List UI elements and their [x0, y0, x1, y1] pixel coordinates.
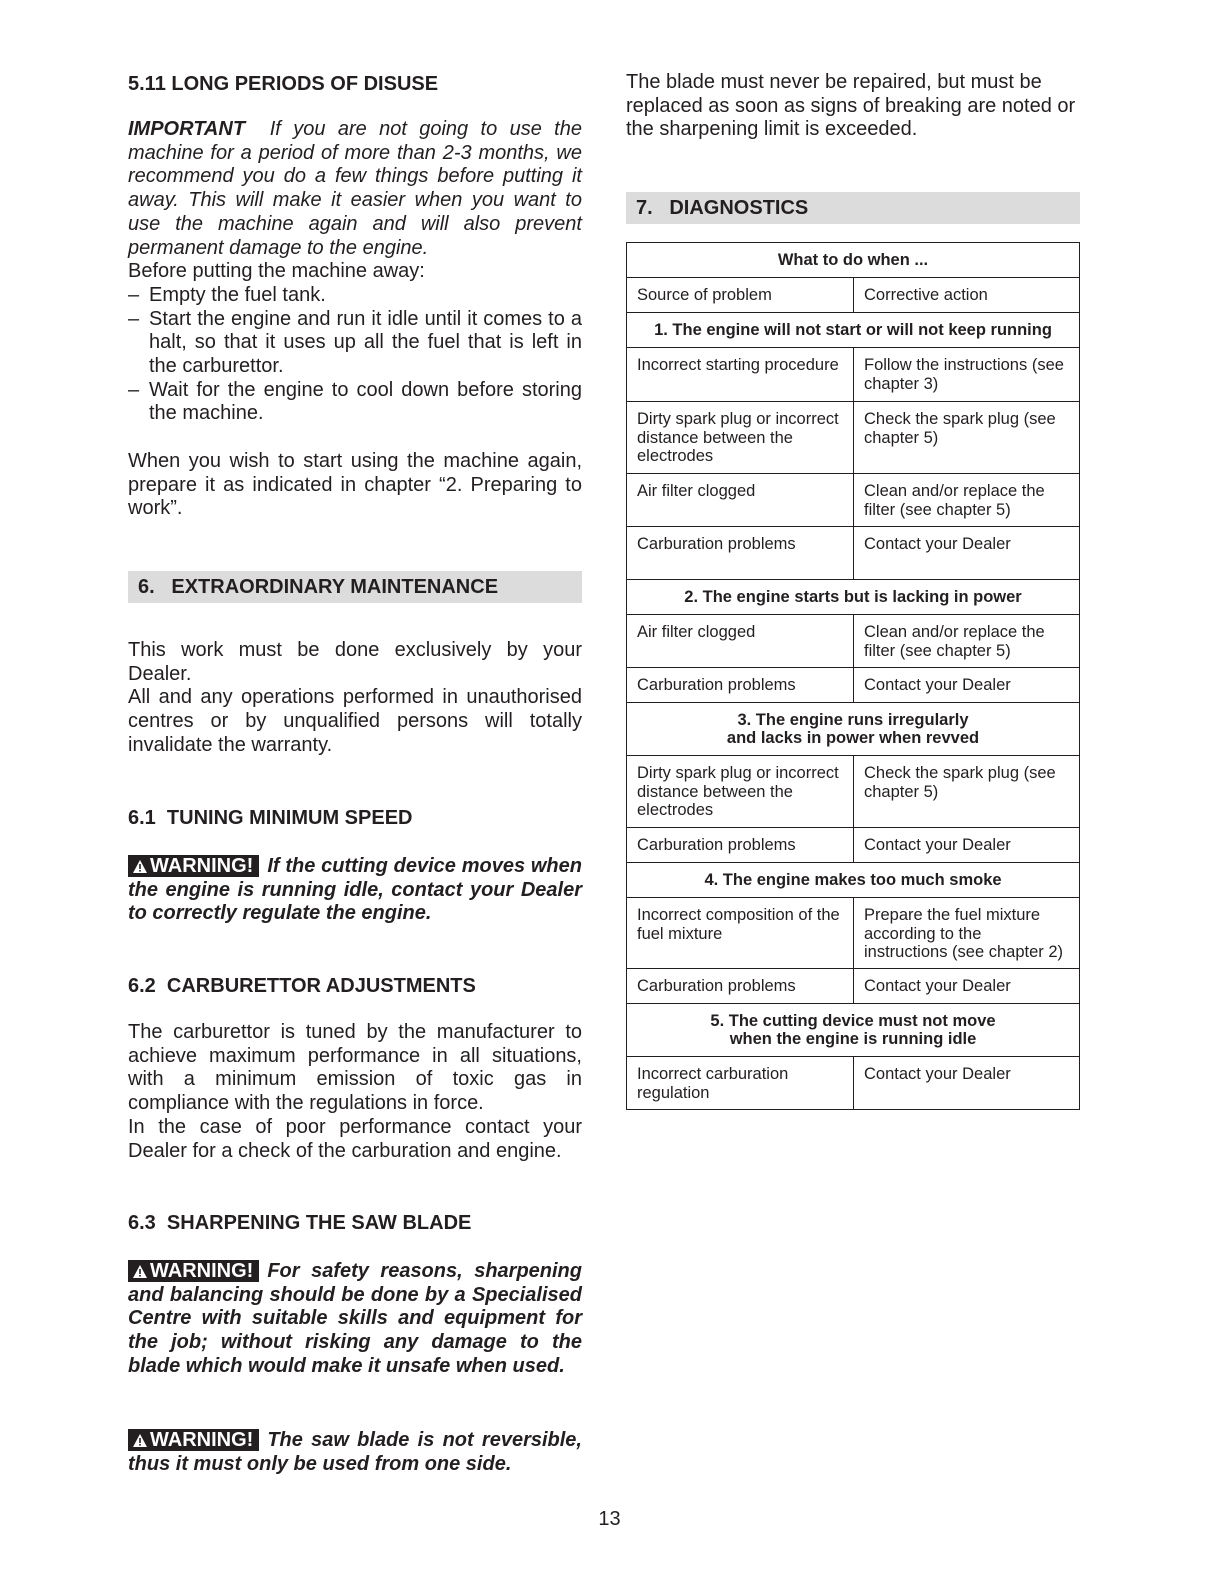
warning-text: The saw blade is not reversible, thus it must only be used from one side.: [128, 1429, 582, 1475]
warning-icon: [132, 859, 148, 874]
section-heading: 7. DIAGNOSTICS: [636, 197, 809, 219]
problem-heading-line: when the engine is running idle: [729, 1030, 977, 1048]
warning-badge: [128, 855, 259, 877]
problem-heading: 4. The engine makes too much smoke: [627, 863, 1080, 898]
table-cell: Contact your Dealer: [854, 668, 1080, 703]
table-cell: Check the spark plug (see chapter 5): [854, 402, 1080, 474]
warning-label: WARNING!: [150, 1429, 254, 1451]
problem-heading: [627, 703, 1080, 756]
section-heading: 6. EXTRAORDINARY MAINTENANCE: [138, 576, 499, 598]
list-item: – Wait for the engine to cool down before storing the machine.: [128, 379, 582, 426]
table-cell: Follow the instructions (see chapter 3): [854, 348, 1080, 402]
table-cell: Carburation problems: [627, 969, 854, 1004]
table-cell: Contact your Dealer: [854, 527, 1080, 580]
table-cell: Carburation problems: [627, 527, 854, 580]
warning-text: For safety reasons, sharpening and balancing should be done by a Specialised Centre with suitable skills and equipment for the job; without risking any damage to the blade which would make it unsafe when used.: [128, 1260, 582, 1377]
table-cell: Incorrect starting procedure: [627, 348, 854, 402]
section-7-heading-bar: [626, 192, 1080, 224]
warning-badge: [128, 1260, 259, 1282]
paragraph: All and any operations performed in unauthorised centres or by unqualified persons will totally invalidate the warranty.: [128, 686, 582, 756]
table-cell: Clean and/or replace the filter (see chapter 5): [854, 474, 1080, 527]
table-cell: Clean and/or replace the filter (see chapter 5): [854, 615, 1080, 668]
section-6-1: [128, 806, 582, 830]
problem-heading: [627, 1004, 1080, 1057]
blade-text: The blade must never be repaired, but must be replaced as soon as signs of breaking are noted or the sharpening limit is exceeded.: [626, 71, 1076, 141]
warning-label: WARNING!: [150, 1260, 254, 1282]
section-6-2-body: [128, 1021, 582, 1163]
warning-label: WARNING!: [150, 855, 254, 877]
table-cell: Prepare the fuel mixture according to the instructions (see chapter 2): [854, 898, 1080, 969]
table-cell: Incorrect composition of the fuel mixture: [627, 898, 854, 969]
table-cell: Carburation problems: [627, 828, 854, 863]
warning-6-3-a: [128, 1260, 582, 1379]
table-cell: Dirty spark plug or incorrect distance between the electrodes: [627, 402, 854, 474]
paragraph: The carburettor is tuned by the manufacturer to achieve maximum performance in all situations, with a minimum emission of toxic gas in compliance with the regulations in force.: [128, 1021, 582, 1115]
table-cell: Contact your Dealer: [854, 828, 1080, 863]
section-heading: 6.3 SHARPENING THE SAW BLADE: [128, 1212, 472, 1234]
problem-heading-line: 3. The engine runs irregularly: [737, 710, 969, 729]
section-6-3: [128, 1211, 582, 1235]
column-header: Source of problem: [627, 278, 854, 313]
table-cell: Carburation problems: [627, 668, 854, 703]
section-heading: 6.1 TUNING MINIMUM SPEED: [128, 807, 413, 829]
section-6-2: [128, 974, 582, 998]
table-cell: Dirty spark plug or incorrect distance between the electrodes: [627, 756, 854, 828]
table-cell: Contact your Dealer: [854, 969, 1080, 1004]
table-title: What to do when ...: [627, 243, 1080, 278]
important-text: If you are not going to use the machine for a period of more than 2-3 months, we recommend you do a few things before putting it away. This will make it easier when you want to use the machine again and will also prevent permanent damage to the engine.: [128, 118, 582, 259]
restart-paragraph: [128, 450, 582, 521]
table-cell: Air filter clogged: [627, 615, 854, 668]
list-item: – Start the engine and run it idle until it comes to a halt, so that it uses up all the fuel that is left in the carburettor.: [128, 308, 582, 379]
section-heading: 6.2 CARBURETTOR ADJUSTMENTS: [128, 975, 476, 997]
table-cell: Incorrect carburation regulation: [627, 1057, 854, 1110]
section-heading: 5.11 LONG PERIODS OF DISUSE: [128, 73, 439, 95]
problem-heading: 1. The engine will not start or will not keep running: [627, 313, 1080, 348]
problem-heading-line: and lacks in power when revved: [726, 729, 980, 747]
warning-badge: [128, 1429, 259, 1451]
warning-6-3-b: [128, 1429, 582, 1476]
warning-icon: [132, 1264, 148, 1279]
blade-paragraph: [626, 71, 1080, 142]
important-label: IMPORTANT: [128, 118, 246, 140]
column-header: Corrective action: [854, 278, 1080, 313]
paragraph: In the case of poor performance contact your Dealer for a check of the carburation and engine.: [128, 1115, 582, 1162]
table-cell: Contact your Dealer: [854, 1057, 1080, 1110]
table-cell: Check the spark plug (see chapter 5): [854, 756, 1080, 828]
diagnostics-table: [626, 242, 1080, 1110]
restart-text: When you wish to start using the machine again, prepare it as indicated in chapter “2. Preparing to work”.: [128, 450, 582, 520]
section-5-11: [128, 72, 582, 96]
paragraph: This work must be done exclusively by your Dealer.: [128, 639, 582, 685]
warning-icon: [132, 1433, 148, 1448]
warning-text: If the cutting device moves when the engine is running idle, contact your Dealer to correctly regulate the engine.: [128, 855, 582, 925]
problem-heading: 2. The engine starts but is lacking in power: [627, 580, 1080, 615]
before-text: Before putting the machine away:: [128, 260, 425, 283]
list-item: – Empty the fuel tank.: [128, 284, 582, 308]
important-note: [128, 118, 582, 426]
section-6-body: [128, 639, 582, 758]
problem-heading-line: 5. The cutting device must not move: [710, 1011, 996, 1030]
page-number: 13: [598, 1508, 621, 1530]
section-6-heading-bar: [128, 571, 582, 603]
table-cell: Air filter clogged: [627, 474, 854, 527]
warning-6-1: [128, 855, 582, 926]
